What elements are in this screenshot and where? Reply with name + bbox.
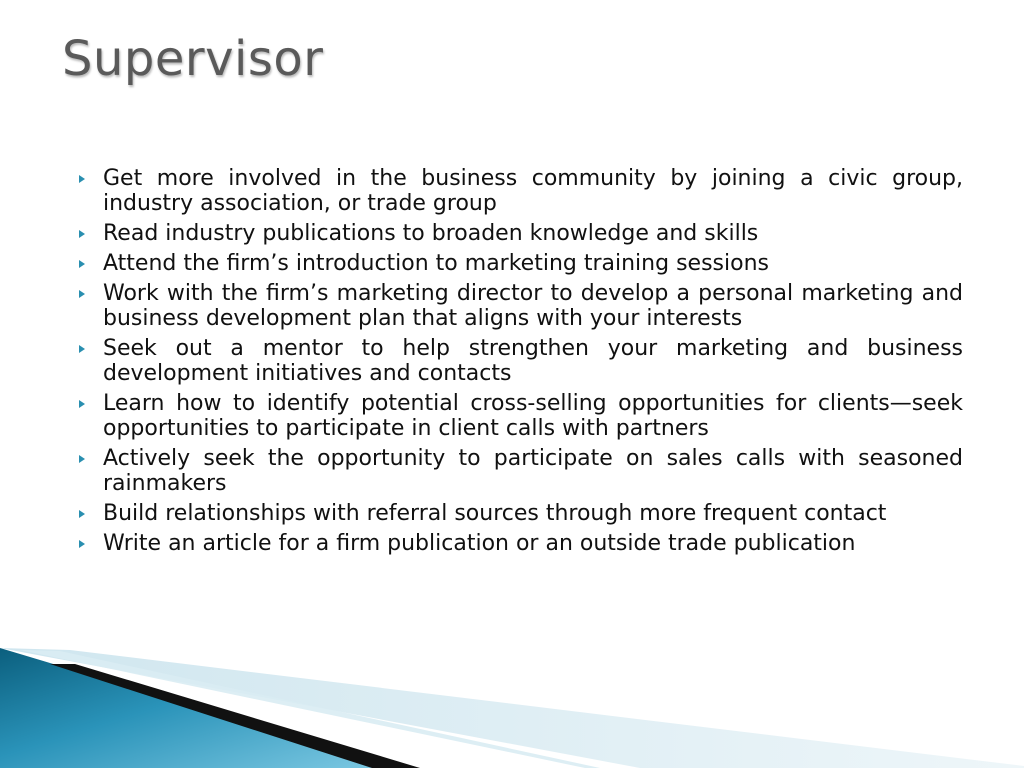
bullet-list (78, 166, 963, 561)
bullet-text: Get more involved in the business community by joining a civic group, industry association, or trade group (103, 166, 963, 216)
triangle-bullet-icon (78, 166, 103, 191)
triangle-bullet-icon (78, 391, 103, 416)
list-item (78, 336, 963, 386)
triangle-bullet-icon (78, 221, 103, 246)
triangle-bullet-icon (78, 336, 103, 361)
bullet-text: Attend the firm’s introduction to marketing training sessions (103, 251, 769, 276)
bullet-text: Learn how to identify potential cross-selling opportunities for clients—seek opportunities to participate in client calls with partners (103, 391, 963, 441)
triangle-bullet-icon (78, 446, 103, 471)
bullet-text: Work with the firm’s marketing director to develop a personal marketing and business development plan that aligns with your interests (103, 281, 963, 331)
list-item (78, 166, 963, 216)
triangle-bullet-icon (78, 501, 103, 526)
list-item (78, 501, 963, 526)
list-item (78, 446, 963, 496)
bullet-text: Read industry publications to broaden knowledge and skills (103, 221, 759, 246)
triangle-bullet-icon (78, 531, 103, 556)
triangle-bullet-icon (78, 251, 103, 276)
list-item (78, 281, 963, 331)
decorative-swoosh (0, 620, 1024, 768)
list-item (78, 221, 963, 246)
triangle-bullet-icon (78, 281, 103, 306)
bullet-text: Write an article for a firm publication or an outside trade publication (103, 531, 856, 556)
list-item (78, 531, 963, 556)
slide-title: Supervisor (62, 31, 324, 87)
bullet-text: Seek out a mentor to help strengthen your marketing and business development initiatives and contacts (103, 336, 963, 386)
bullet-text: Actively seek the opportunity to participate on sales calls with seasoned rainmakers (103, 446, 963, 496)
bullet-text: Build relationships with referral sources through more frequent contact (103, 501, 887, 526)
list-item (78, 251, 963, 276)
list-item (78, 391, 963, 441)
